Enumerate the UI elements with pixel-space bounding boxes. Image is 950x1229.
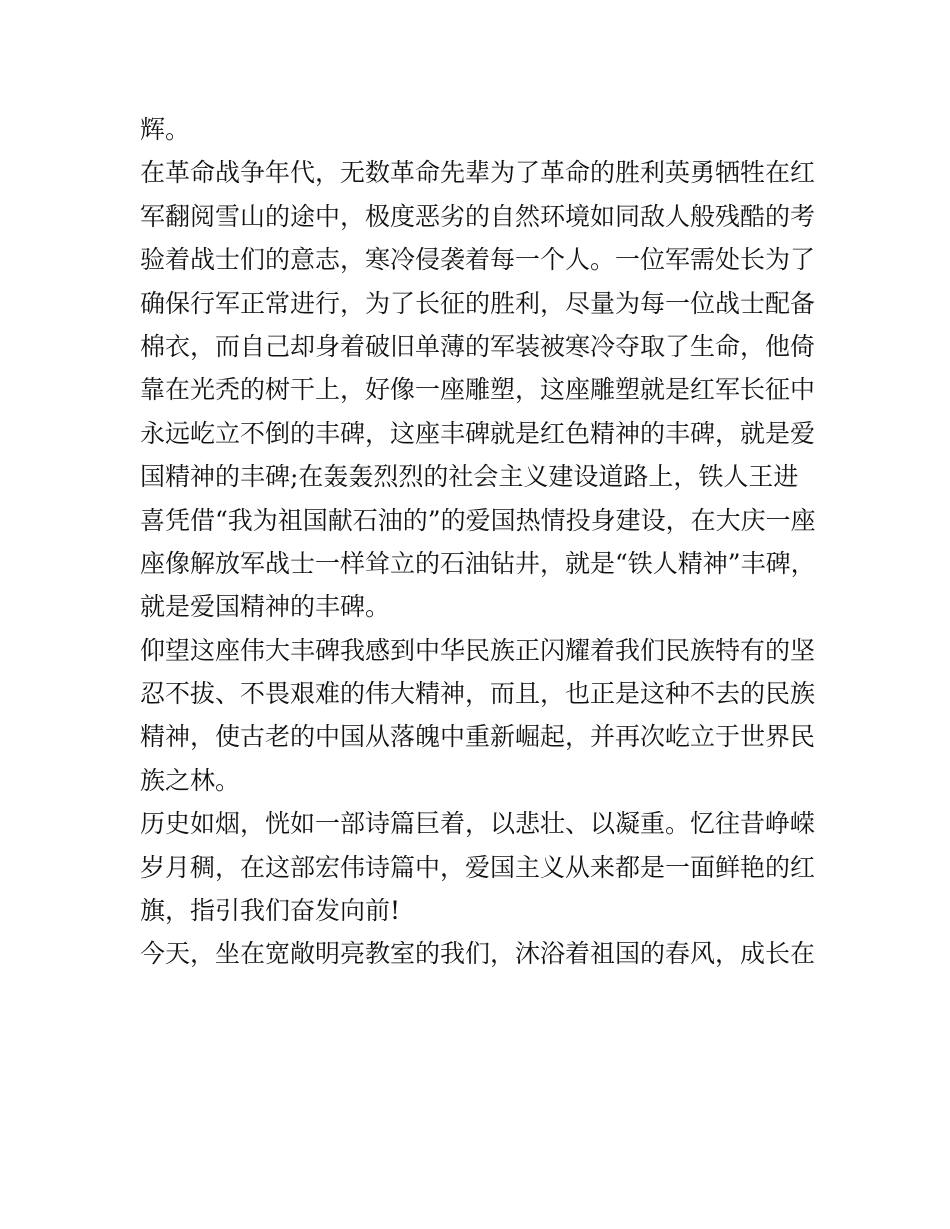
text-line: 喜凭借“我为祖国献石油的”的爱国热情投身建设，在大庆一座: [140, 505, 816, 535]
text-line: 军翻阅雪山的途中，极度恶劣的自然环境如同敌人般残酷的考: [140, 201, 816, 231]
text-line: 族之林。: [140, 765, 241, 795]
text-line: 棉衣，而自己却身着破旧单薄的军装被寒冷夺取了生命，他倚: [140, 331, 816, 361]
text-line: 确保行军正常进行，为了长征的胜利，尽量为每一位战士配备: [140, 288, 816, 318]
text-line: 今天，坐在宽敞明亮教室的我们，沐浴着祖国的春风，成长在: [140, 939, 816, 969]
text-line: 验着战士们的意志，寒冷侵袭着每一个人。一位军需处长为了: [140, 245, 816, 275]
text-line: 座像解放军战士一样耸立的石油钻井，就是“铁人精神”丰碑，: [140, 548, 816, 578]
text-line: 国精神的丰碑;在轰轰烈烈的社会主义建设道路上，铁人王进: [140, 462, 799, 492]
text-line: 辉。: [140, 115, 191, 144]
text-line: 就是爱国精神的丰碑。: [140, 592, 391, 622]
text-line: 精神，使古老的中国从落魄中重新崛起，并再次屹立于世界民: [140, 722, 816, 752]
text-line: 在革命战争年代，无数革命先辈为了革命的胜利英勇牺牲在红: [140, 158, 816, 188]
document-body: [140, 108, 820, 976]
text-line: 忍不拔、不畏艰难的伟大精神，而且，也正是这种不去的民族: [140, 679, 816, 709]
text-line: 靠在光秃的树干上，好像一座雕塑，这座雕塑就是红军长征中: [140, 375, 816, 405]
text-line: 仰望这座伟大丰碑我感到中华民族正闪耀着我们民族特有的坚: [140, 635, 816, 665]
text-line: 岁月稠，在这部宏伟诗篇中，爱国主义从来都是一面鲜艳的红: [140, 852, 816, 882]
text-line: 永远屹立不倒的丰碑，这座丰碑就是红色精神的丰碑，就是爱: [140, 418, 816, 448]
text-line: 历史如烟，恍如一部诗篇巨着，以悲壮、以凝重。忆往昔峥嵘: [140, 809, 816, 839]
text-line: 旗，指引我们奋发向前!: [140, 896, 401, 926]
